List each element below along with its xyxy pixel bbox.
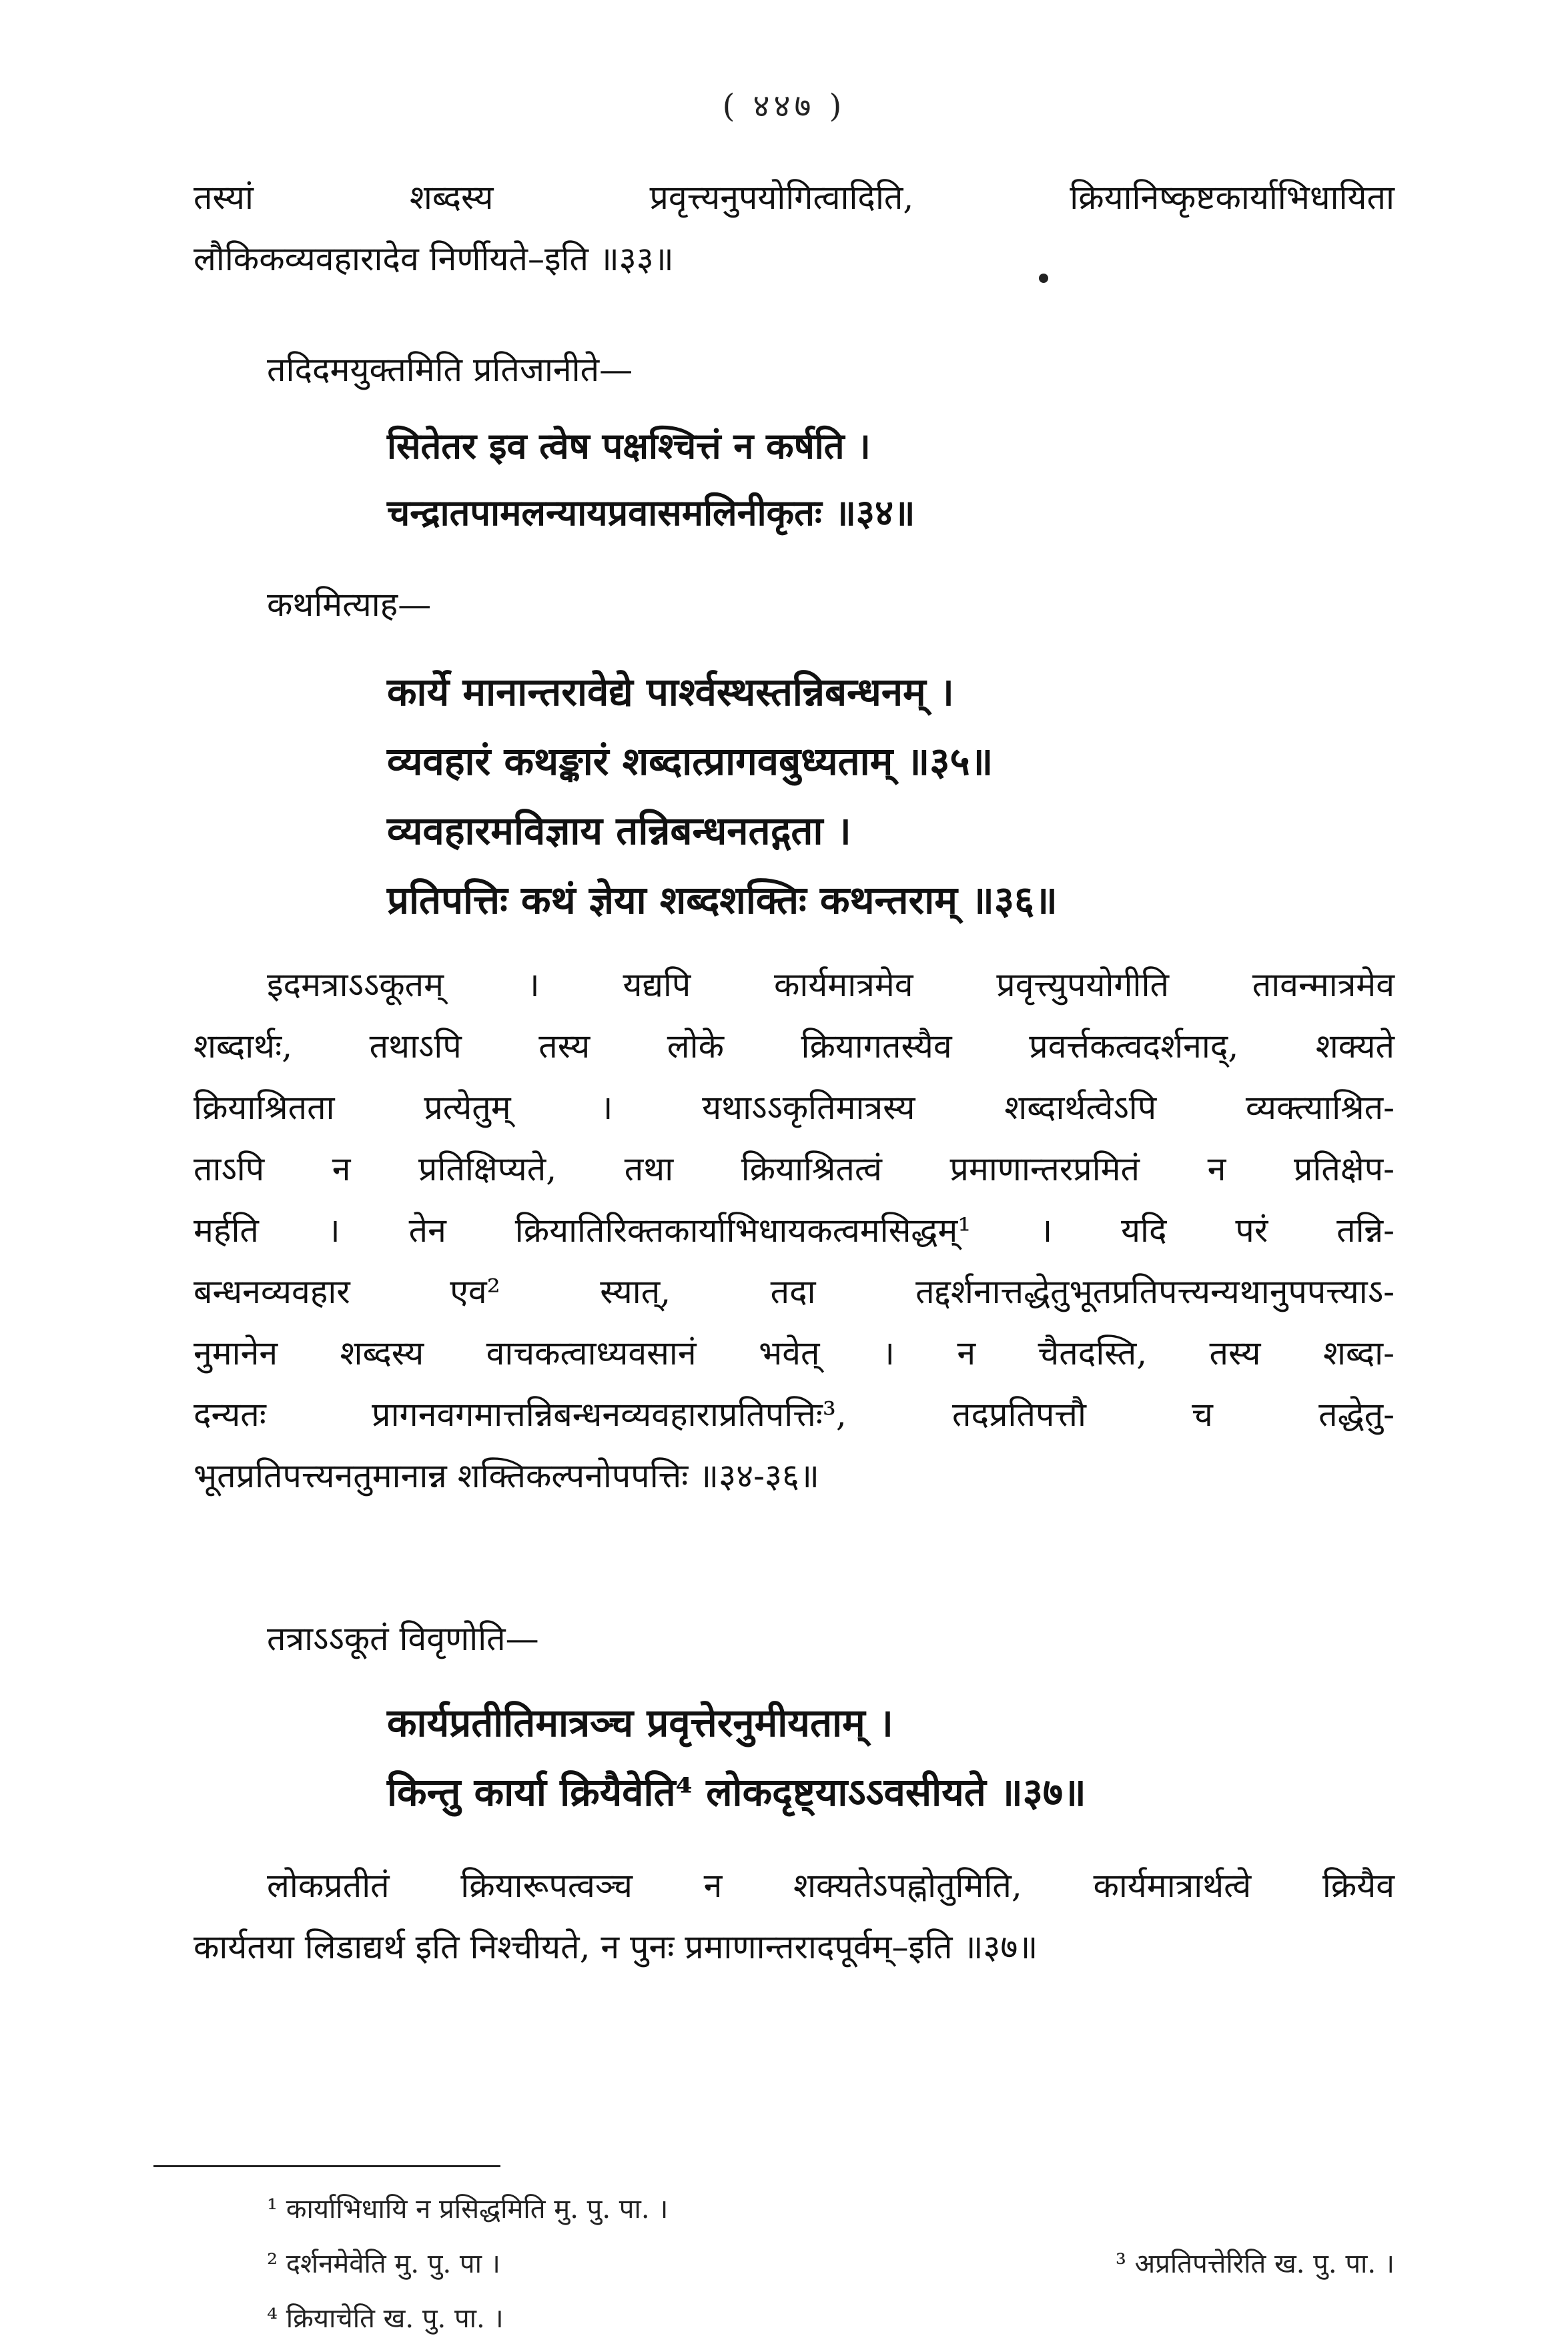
footnote-row <box>267 2291 1435 2346</box>
text-line: लौकिकव्यवहारादेव निर्णीयते–इति ॥३३॥ <box>193 240 674 278</box>
commentary-paragraph <box>193 1855 1395 1978</box>
text-line: कार्यतया लिडाद्यर्थ इति निश्चीयते, न पुनः प्रमाणान्तरादपूर्वम्–इति ॥३७॥ <box>193 1928 1038 1966</box>
verse-line: कार्ये मानान्तरावेद्ये पार्श्वस्थस्तन्निबन्धनम् । <box>387 669 954 715</box>
footnote-row <box>267 2237 1435 2291</box>
verse-introduction: कथमित्याह— <box>267 585 432 624</box>
verse-line: किन्तु कार्या क्रियैवेति⁴ लोकदृष्ट्याऽऽवसीयते ॥३७॥ <box>387 1770 1086 1815</box>
verse-line: सितेतर इव त्वेष पक्षश्चित्तं न कर्षति । <box>387 424 871 467</box>
verse-block-34 <box>387 412 915 546</box>
verse-block-35-36 <box>387 657 1058 935</box>
text-line: नुमानेन शब्दस्य वाचकत्वाध्यवसानं भवेत् । न चैतदस्ति, तस्य शब्दा- <box>193 1334 1395 1373</box>
verse-line: कार्यप्रतीतिमात्रञ्च प्रवृत्तेरनुमीयताम् । <box>387 1700 893 1745</box>
text-line: भूतप्रतिपत्त्यनतुमानान्न शक्तिकल्पनोपपत्तिः ॥३४-३६॥ <box>193 1457 819 1495</box>
verse-introduction: तत्राऽऽकूतं विवृणोति— <box>267 1619 539 1658</box>
footnotes <box>267 2182 1435 2346</box>
footnote-separator <box>153 2165 500 2167</box>
verse-introduction: तदिदमयुक्तमिति प्रतिजानीते— <box>267 350 633 389</box>
paragraph-continuation <box>193 167 1395 290</box>
verse-line: व्यवहारमविज्ञाय तन्निबन्धनतद्गता । <box>387 808 851 853</box>
footnote-4: ⁴ क्रियाचेति ख. पु. पा. । <box>267 2303 504 2334</box>
footnote-2: ² दर्शनमेवेति मु. पु. पा । <box>267 2249 500 2279</box>
footnote-3: ³ अप्रतिपत्तेरिति ख. पु. पा. । <box>1115 2249 1395 2279</box>
text-line: इदमत्राऽऽकूतम् । यद्यपि कार्यमात्रमेव प्रवृत्त्युपयोगीति तावन्मात्रमेव <box>267 965 1395 1004</box>
verse-block-37 <box>387 1688 1086 1827</box>
text-line: मर्हति । तेन क्रियातिरिक्तकार्याभिधायकत्वमसिद्धम्¹ । यदि परं तन्नि- <box>193 1211 1395 1250</box>
text-line: तस्यां शब्दस्य प्रवृत्त्यनुपयोगित्वादिति, क्रियानिष्कृष्टकार्याभिधायिता <box>193 178 1395 217</box>
footnote-1: ¹ कार्याभिधायि न प्रसिद्धमिति मु. पु. पा. । <box>267 2194 669 2225</box>
text-line: शब्दार्थः, तथाऽपि तस्य लोके क्रियागतस्यैव प्रवर्त्तकत्वदर्शनाद्, शक्यते <box>193 1027 1395 1066</box>
text-line: दन्यतः प्रागनवगमात्तन्निबन्धनव्यवहाराप्रतिपत्तिः³, तदप्रतिपत्तौ च तद्धेतु- <box>193 1395 1395 1434</box>
verse-line: चन्द्रातपामलन्यायप्रवासमलिनीकृतः ॥३४॥ <box>387 491 915 534</box>
verse-line: व्यवहारं कथङ्कारं शब्दात्प्रागवबुध्यताम् ॥३५॥ <box>387 739 994 784</box>
ink-spot <box>1039 274 1048 283</box>
text-line: बन्धनव्यवहार एव² स्यात्, तदा तद्दर्शनात्तद्धेतुभूतप्रतिपत्त्यन्यथानुपपत्त्याऽ- <box>193 1272 1395 1311</box>
text-line: लोकप्रतीतं क्रियारूपत्वञ्च न शक्यतेऽपह्नोतुमिति, कार्यमात्रार्थत्वे क्रियैव <box>267 1866 1395 1905</box>
commentary-paragraph <box>193 954 1395 1507</box>
footnote-row <box>267 2182 1435 2237</box>
page-number: ( ४४७ ) <box>722 87 846 125</box>
verse-line: प्रतिपत्तिः कथं ज्ञेया शब्दशक्तिः कथन्तराम् ॥३६॥ <box>387 877 1058 923</box>
text-line: ताऽपि न प्रतिक्षिप्यते, तथा क्रियाश्रितत्वं प्रमाणान्तरप्रमितं न प्रतिक्षेप- <box>193 1150 1395 1188</box>
text-line: क्रियाश्रितता प्रत्येतुम् । यथाऽऽकृतिमात्रस्य शब्दार्थत्वेऽपि व्यक्त्याश्रित- <box>193 1088 1395 1127</box>
